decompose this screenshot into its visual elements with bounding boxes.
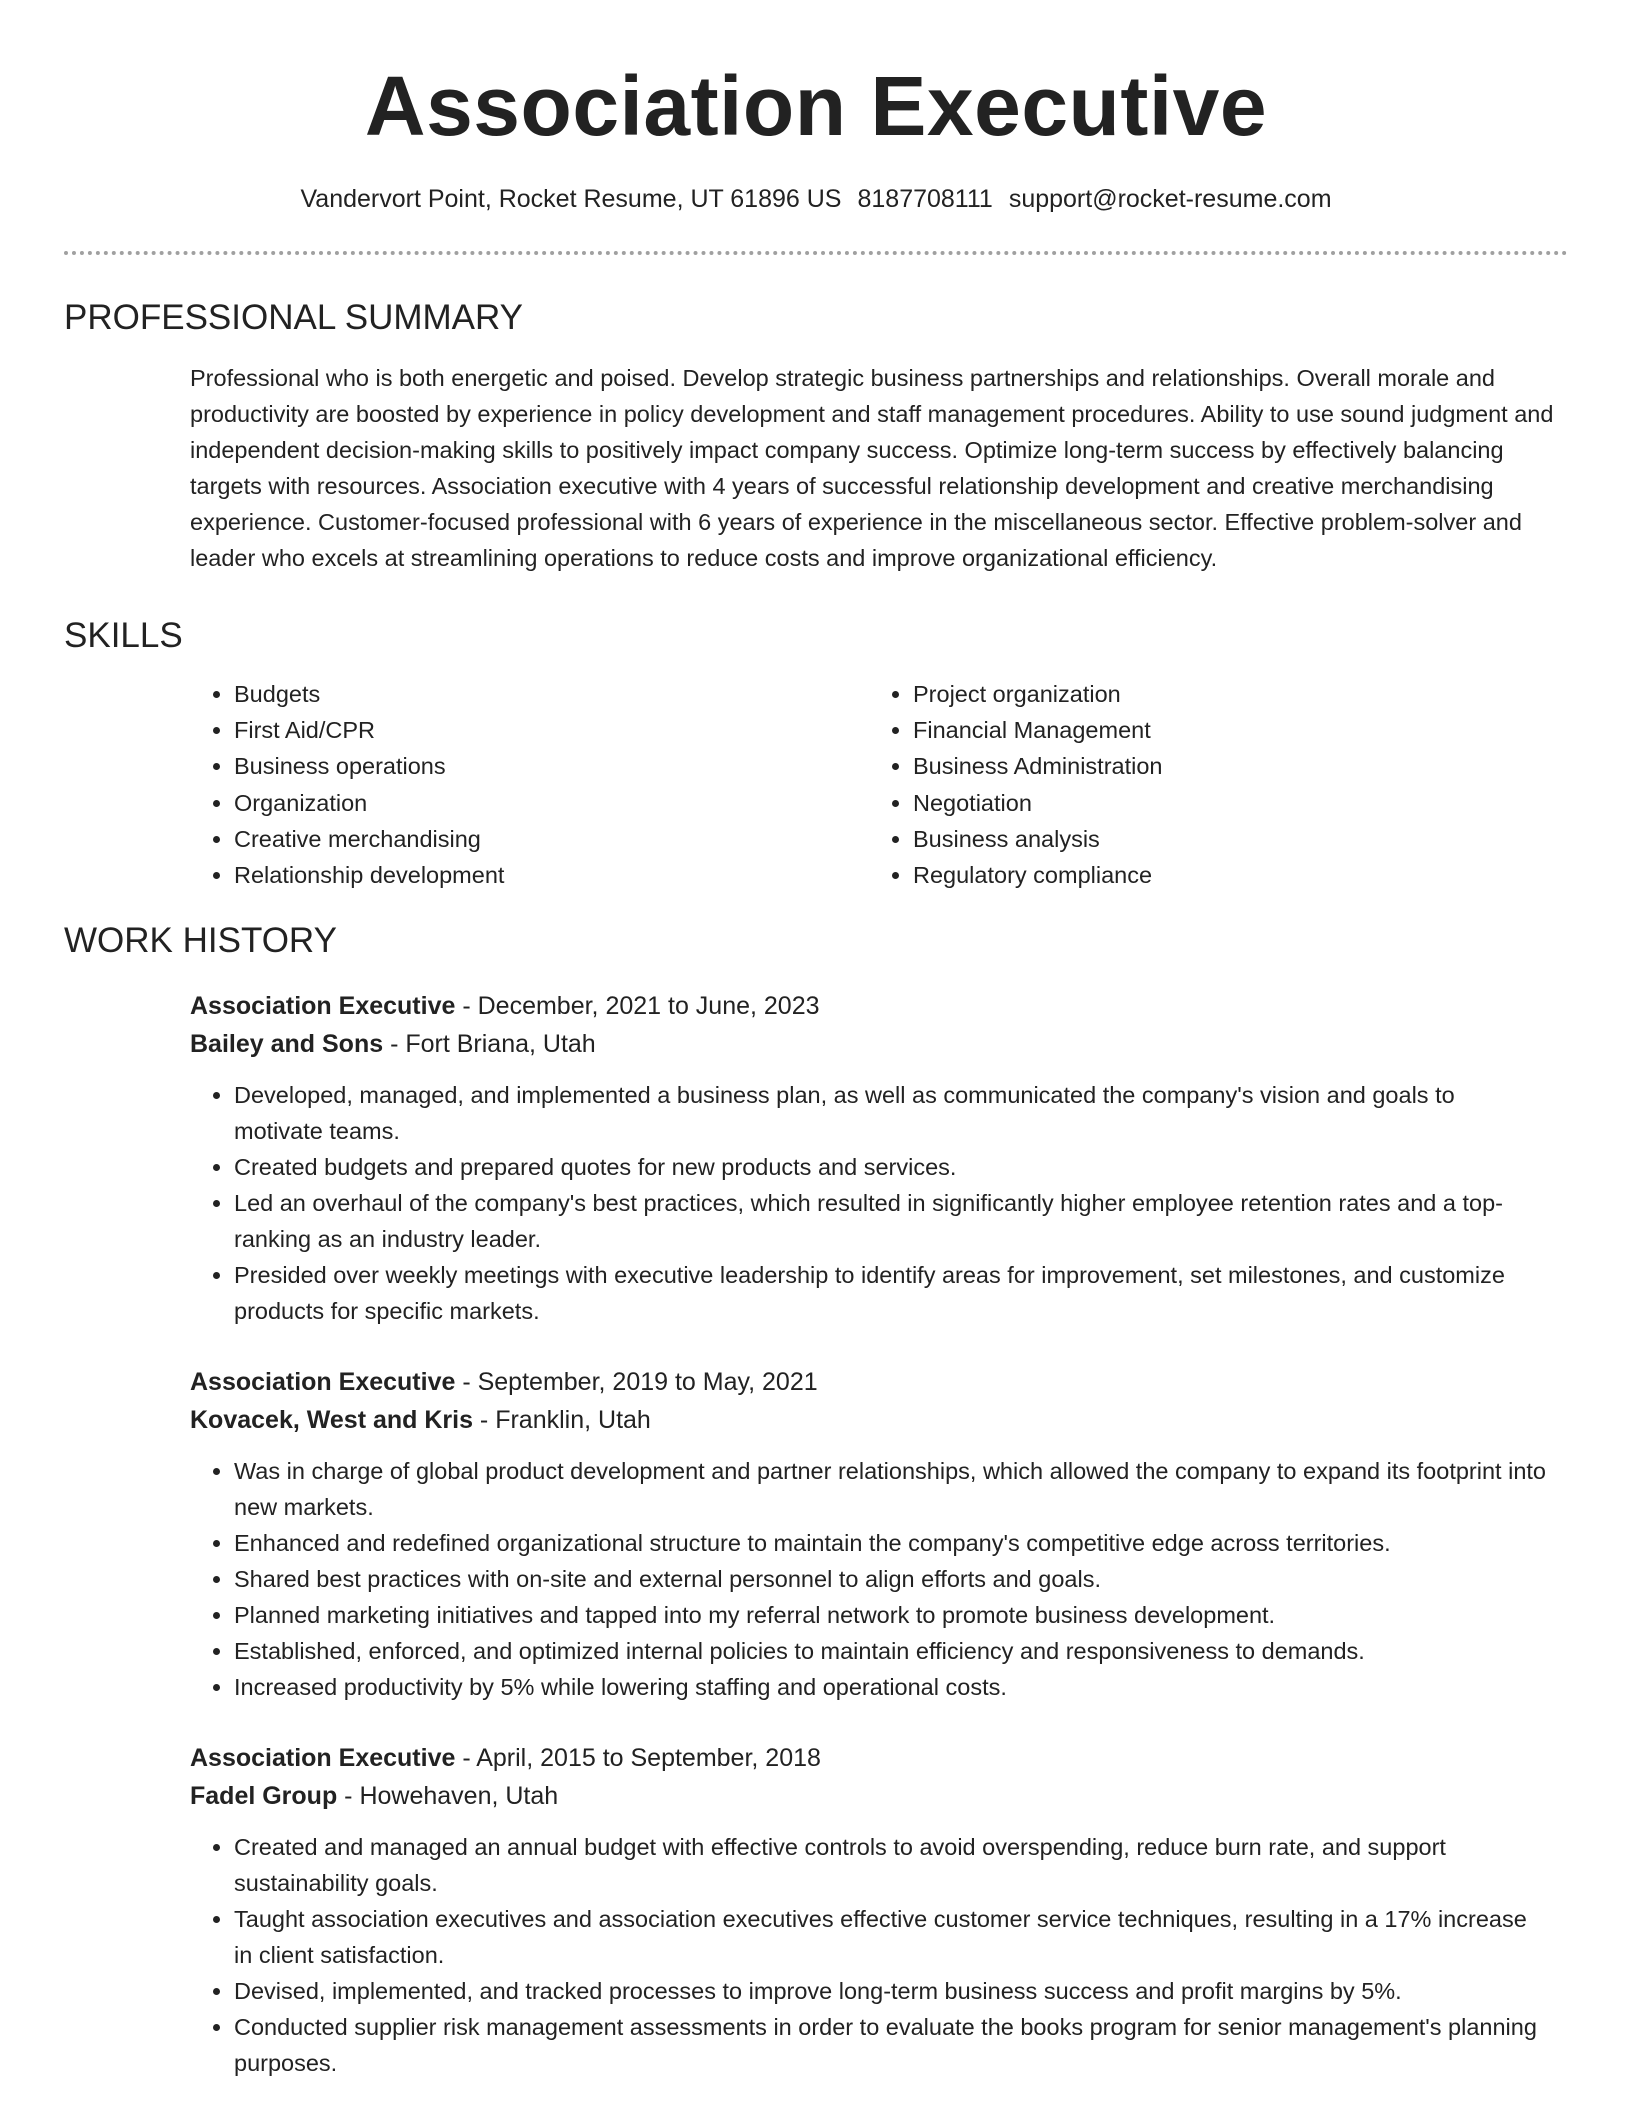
- job-entry: [190, 987, 1568, 1329]
- skill-item: • First Aid/CPR: [234, 712, 869, 748]
- skill-item: • Negotiation: [913, 785, 1548, 821]
- job-company: Kovacek, West and Kris: [190, 1406, 473, 1435]
- candidate-name: Association Executive: [364, 59, 1268, 153]
- skill-item: • Budgets: [234, 676, 869, 712]
- skills-right-list: [869, 676, 1548, 893]
- skill-item: • Business Administration: [913, 748, 1548, 784]
- job-title-line: [190, 987, 1568, 1025]
- job-bullet: • Created and managed an annual budget with effective controls to avoid overspending, reduce burn rate, and support sustainability goals.: [234, 1829, 1568, 1901]
- job-bullet: • Was in charge of global product development and partner relationships, which allowed the company to expand its footprint into new markets.: [234, 1453, 1568, 1525]
- job-title: Association Executive: [190, 1368, 456, 1397]
- job-bullet: • Established, enforced, and optimized internal policies to maintain efficiency and responsiveness to demands.: [234, 1633, 1568, 1669]
- job-bullet: • Conducted supplier risk management assessments in order to evaluate the books program for senior management's planning purposes.: [234, 2009, 1568, 2081]
- job-dates: - December, 2021 to June, 2023: [455, 992, 820, 1021]
- skills-section: [64, 614, 1568, 893]
- job-bullets: [190, 1077, 1568, 1329]
- skill-item: • Business analysis: [913, 821, 1548, 857]
- job-title-line: [190, 1363, 1568, 1401]
- job-entry: [190, 1739, 1568, 2081]
- job-bullet: • Devised, implemented, and tracked processes to improve long-term business success and profit margins by 5%.: [234, 1973, 1568, 2009]
- job-location: - Howehaven, Utah: [337, 1782, 559, 1811]
- skill-item: • Creative merchandising: [234, 821, 869, 857]
- skills-left-list: [190, 676, 869, 893]
- job-bullet: • Created budgets and prepared quotes for new products and services.: [234, 1149, 1568, 1185]
- header-divider: [64, 251, 1568, 255]
- job-title: Association Executive: [190, 1744, 456, 1773]
- job-bullet: • Presided over weekly meetings with executive leadership to identify areas for improvement, set milestones, and customize products for specific markets.: [234, 1257, 1568, 1329]
- job-dates: - September, 2019 to May, 2021: [455, 1368, 818, 1397]
- job-title: Association Executive: [190, 992, 456, 1021]
- contact-phone: 8187708111: [857, 185, 993, 213]
- job-bullet: • Developed, managed, and implemented a business plan, as well as communicated the company's vision and goals to motivate teams.: [234, 1077, 1568, 1149]
- contact-line: [64, 182, 1568, 216]
- job-bullet: • Taught association executives and association executives effective customer service techniques, resulting in a 17% increase in client satisfaction.: [234, 1901, 1568, 1973]
- job-bullet: • Planned marketing initiatives and tapped into my referral network to promote business development.: [234, 1597, 1568, 1633]
- job-company-line: [190, 1025, 1568, 1063]
- job-title-line: [190, 1739, 1568, 1777]
- work-history-section: [64, 919, 1568, 2081]
- skills-columns: [190, 676, 1568, 893]
- skill-item: • Relationship development: [234, 857, 869, 893]
- job-bullet: • Shared best practices with on-site and external personnel to align efforts and goals.: [234, 1561, 1568, 1597]
- job-bullet: • Increased productivity by 5% while lowering staffing and operational costs.: [234, 1669, 1568, 1705]
- job-bullets: [190, 1453, 1568, 1705]
- job-dates: - April, 2015 to September, 2018: [455, 1744, 821, 1773]
- skill-item: • Project organization: [913, 676, 1548, 712]
- skills-heading: SKILLS: [64, 616, 183, 655]
- work-history-heading: WORK HISTORY: [64, 921, 337, 961]
- job-bullet: • Enhanced and redefined organizational structure to maintain the company's competitive edge across territories.: [234, 1525, 1568, 1561]
- job-location: - Fort Briana, Utah: [383, 1030, 596, 1059]
- summary-section: [64, 296, 1568, 576]
- skill-item: • Financial Management: [913, 712, 1548, 748]
- skill-item: • Business operations: [234, 748, 869, 784]
- skill-item: • Organization: [234, 785, 869, 821]
- job-company: Bailey and Sons: [190, 1030, 384, 1059]
- contact-address: Vandervort Point, Rocket Resume, UT 61896 US: [300, 185, 842, 213]
- job-location: - Franklin, Utah: [472, 1406, 651, 1435]
- skill-item: • Regulatory compliance: [913, 857, 1548, 893]
- job-bullets: [190, 1829, 1568, 2081]
- summary-text: Professional who is both energetic and poised. Develop strategic business partnerships and relationships. Overall morale and productivity are boosted by experience in policy development and staff management procedures. Ability to use sound judgment and independent decision-making skills to positively impact company success. Optimize long-term success by effectively balancing targets with resources. Association executive with 4 years of successful relationship development and creative merchandising experience. Customer-focused professional with 6 years of experience in the miscellaneous sector. Effective problem-solver and leader who excels at streamlining operations to reduce costs and improve organizational efficiency.: [190, 365, 1554, 571]
- job-entry: [190, 1363, 1568, 1705]
- job-company-line: [190, 1777, 1568, 1815]
- contact-email[interactable]: support@rocket-resume.com: [1008, 185, 1332, 213]
- job-bullet: • Led an overhaul of the company's best practices, which resulted in significantly higher employee retention rates and a top-ranking as an industry leader.: [234, 1185, 1568, 1257]
- summary-heading: PROFESSIONAL SUMMARY: [64, 298, 523, 337]
- job-company: Fadel Group: [190, 1782, 338, 1811]
- job-company-line: [190, 1401, 1568, 1439]
